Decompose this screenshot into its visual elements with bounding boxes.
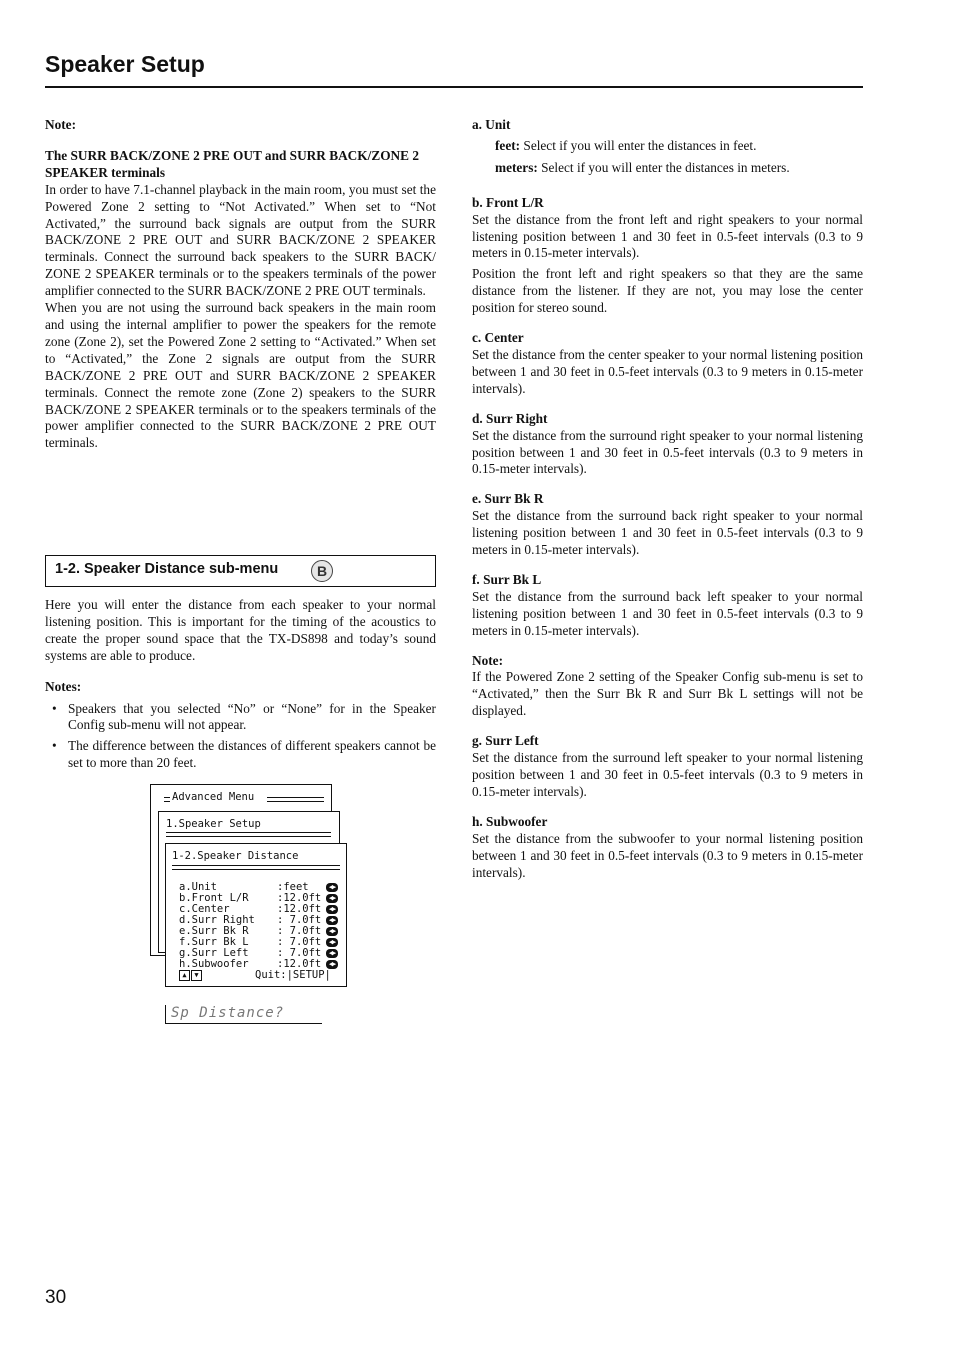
- remote-b-badge-icon: B: [311, 560, 333, 582]
- unit-feet-option: feet: Select if you will enter the distances in feet.: [495, 137, 757, 153]
- adjust-icon: ◀▶: [326, 905, 338, 914]
- page-title: Speaker Setup: [45, 51, 205, 77]
- zone2-note-text: If the Powered Zone 2 setting of the Speaker Config sub-menu is set to “Activated,” then the Surr Bk R and Surr Bk L settings will not be displayed.: [472, 669, 863, 719]
- osd-quit-label: Quit:|SETUP|: [255, 969, 331, 981]
- surr-bk-r-text: Set the distance from the surround back right speaker to your normal listening position between 1 and 30 feet in 0.5-feet intervals (0.3 to 9 meters in 0.15-meter intervals).: [472, 508, 863, 558]
- unit-meters-option: meters: Select if you will enter the distances in meters.: [495, 159, 790, 175]
- note-paragraph-1: In order to have 7.1-channel playback in the main room, you must set the Powered Zone 2 setting to “Not Activated.” When set to “Not Activated,” the surround back signals are output from the SURR BACK/ZONE 2 PRE OUT and SURR BACK/ZONE 2 SPEAKER terminals. Connect the surround back speakers to the SURR BACK/ ZONE 2 SPEAKER terminals or to the speakers terminals of the power amplifier connected to the SURR BACK/ZONE 2 PRE OUT terminals.: [45, 181, 436, 299]
- front-lr-text-2: Position the front left and right speakers so that they are the same distance from the listener. If they are not, you may lose the center position for stereo sound.: [472, 266, 863, 316]
- notes-list: [45, 701, 436, 773]
- submenu-title: 1-2. Speaker Distance sub-menu: [55, 561, 279, 577]
- surr-right-text: Set the distance from the surround right speaker to your normal listening position between 1 and 30 feet in 0.5-feet intervals (0.3 to 9 meters in 0.15-meter intervals).: [472, 427, 863, 477]
- osd-row-surr-right: d.Surr Right : 7.0ft ◀▶: [179, 915, 255, 926]
- adjust-icon: ◀▶: [326, 938, 338, 947]
- adjust-icon: ◀▶: [326, 894, 338, 903]
- bullet-icon: •: [52, 700, 57, 716]
- adjust-icon: ◀▶: [326, 927, 338, 936]
- osd-speaker-distance-panel: [165, 843, 347, 987]
- osd-speaker-distance-title: 1-2.Speaker Distance: [172, 850, 299, 862]
- surr-right-heading: d. Surr Right: [472, 410, 548, 426]
- notes-heading: Notes:: [45, 678, 82, 694]
- up-arrow-icon: ▲: [179, 970, 190, 981]
- note-paragraph-2: When you are not using the surround back speakers in the main room and using the internal amplifier to power the speakers for the remote zone (Zone 2), set the Powered Zone 2 setting to “Activated.” When set to “Activated,” the Zone 2 signals are output from the SURR BACK/ZONE 2 PRE OUT and SURR BACK/ZONE 2 SPEAKER terminals. Connect the remote zone (Zone 2) speakers to the SURR BACK/ZONE 2 SPEAKER terminals or to the speakers terminals of the power amplifier connected to the SURR BACK/ZONE 2 PRE OUT terminals.: [45, 300, 436, 451]
- front-lr-heading: b. Front L/R: [472, 194, 544, 210]
- subwoofer-text: Set the distance from the subwoofer to your normal listening position between 1 and 30 feet in 0.5-feet intervals (0.3 to 9 meters in 0.15-meter intervals).: [472, 830, 863, 880]
- list-item: • The difference between the distances of different speakers cannot be set to more than 20 feet.: [52, 738, 436, 771]
- bullet-icon: •: [52, 738, 57, 754]
- down-arrow-icon: ▼: [191, 970, 202, 981]
- adjust-icon: ◀▶: [326, 883, 338, 892]
- note-heading: Note:: [45, 117, 77, 132]
- osd-row-surr-bk-l: f.Surr Bk L : 7.0ft ◀▶: [179, 937, 249, 948]
- surr-bk-r-heading: e. Surr Bk R: [472, 491, 544, 507]
- note-subheading: The SURR BACK/ZONE 2 PRE OUT and SURR BACK/ZONE 2 SPEAKER terminals: [45, 147, 419, 180]
- intro-paragraph: Here you will enter the distance from each speaker to your normal listening position. This is important for the timing of the acoustics to create the proper sound space that the TX-DS898 and today’s sound systems are able to produce.: [45, 597, 436, 663]
- osd-row-unit: a.Unit :feet ◀▶: [179, 882, 217, 893]
- surr-left-heading: g. Surr Left: [472, 733, 539, 749]
- page-number: 30: [45, 1287, 67, 1308]
- osd-speaker-setup-title: 1.Speaker Setup: [166, 818, 261, 830]
- osd-row-front-lr: b.Front L/R :12.0ft ◀▶: [179, 893, 249, 904]
- unit-heading: a. Unit: [472, 117, 511, 132]
- subwoofer-heading: h. Subwoofer: [472, 813, 548, 829]
- list-item: • Speakers that you selected “No” or “None” for in the Speaker Config sub-menu will not appear.: [52, 700, 436, 733]
- front-panel-display-text: Sp Distance?: [171, 1005, 285, 1021]
- front-panel-display: [165, 1005, 322, 1024]
- osd-row-subwoofer: h.Subwoofer :12.0ft ◀▶: [179, 959, 249, 970]
- center-heading: c. Center: [472, 330, 524, 346]
- zone2-note-heading: Note:: [472, 652, 504, 668]
- adjust-icon: ◀▶: [326, 960, 338, 969]
- surr-left-text: Set the distance from the surround left speaker to your normal listening position between 1 and 30 feet in 0.5-feet intervals (0.3 to 9 meters in 0.15-meter intervals).: [472, 750, 863, 799]
- right-column: [472, 117, 863, 881]
- center-text: Set the distance from the center speaker to your normal listening position between 1 and 30 feet in 0.5-feet intervals (0.3 to 9 meters in 0.15-meter intervals).: [472, 346, 863, 396]
- adjust-icon: ◀▶: [326, 916, 338, 925]
- title-divider: [45, 86, 863, 88]
- adjust-icon: ◀▶: [326, 949, 338, 958]
- osd-row-surr-bk-r: e.Surr Bk R : 7.0ft ◀▶: [179, 926, 249, 937]
- submenu-intro-block: [45, 597, 436, 776]
- left-column: [45, 117, 436, 452]
- submenu-heading-box: [45, 555, 436, 587]
- surr-bk-l-heading: f. Surr Bk L: [472, 571, 542, 587]
- osd-row-surr-left: g.Surr Left : 7.0ft ◀▶: [179, 948, 249, 959]
- osd-advanced-menu-title: Advanced Menu: [172, 791, 255, 803]
- osd-row-navigation: [179, 969, 331, 982]
- front-lr-text: Set the distance from the front left and right speakers to your normal listening position between 1 and 30 feet in 0.5-feet intervals (0.3 to 9 meters in 0.15-meter intervals).: [472, 211, 863, 261]
- surr-bk-l-text: Set the distance from the surround back left speaker to your normal listening position between 1 and 30 feet in 0.5-feet intervals (0.3 to 9 meters in 0.15-meter intervals).: [472, 588, 863, 638]
- osd-row-center: c.Center :12.0ft ◀▶: [179, 904, 230, 915]
